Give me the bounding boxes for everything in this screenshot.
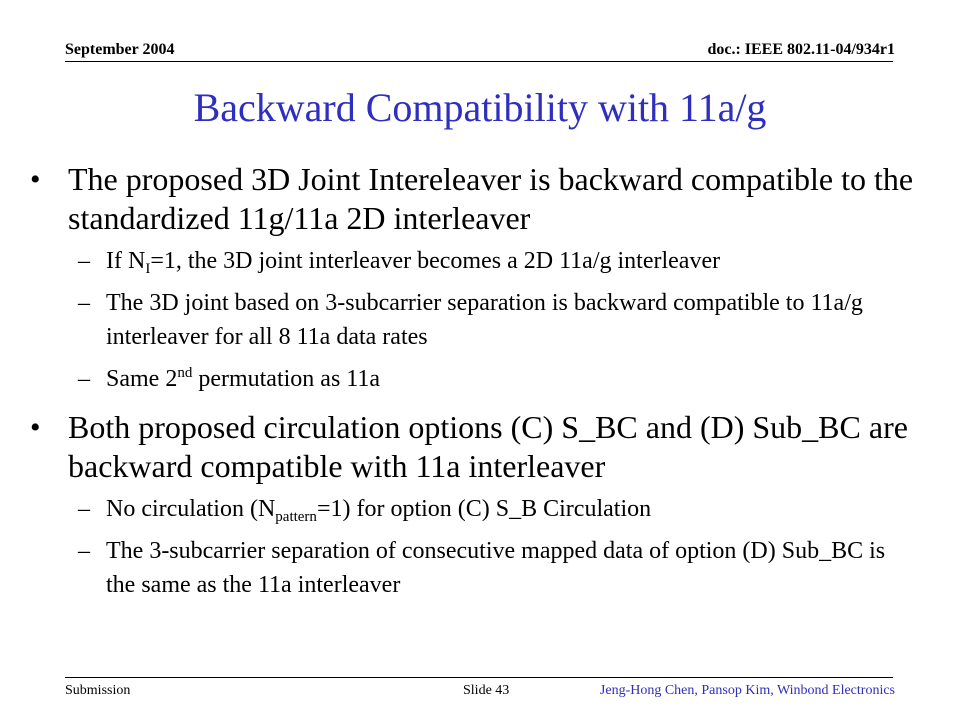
- header-divider: [65, 61, 893, 62]
- sub-bullet-text: Same 2nd permutation as 11a: [106, 365, 381, 392]
- dash-icon: –: [78, 538, 90, 564]
- dash-icon: –: [78, 248, 90, 274]
- header-doc-id: doc.: IEEE 802.11-04/934r1: [707, 41, 895, 58]
- footer-divider: [65, 677, 893, 678]
- slide-body: [30, 160, 930, 602]
- sub-bullet-text: No circulation $(N_{pattern}=1)$ for option (C) S_B Circulation: [106, 496, 652, 525]
- bullet-1-text: The proposed 3D Joint Intereleaver is backward compatible to the standardized 11g/11a 2D interleaver: [68, 161, 914, 236]
- slide-title: Backward Compatibility with 11a/g: [193, 85, 767, 130]
- footer-submission: Submission: [65, 683, 131, 698]
- footer-slide-number: Slide 43: [463, 683, 510, 698]
- bullet-dot-icon: •: [30, 163, 41, 196]
- bullet-1: [30, 160, 930, 238]
- sub-bullet-text: The 3-subcarrier separation of consecutive mapped data of option (D) Sub_BC is the same as the 11a interleaver: [106, 538, 886, 598]
- bullet-dot-icon: •: [30, 411, 41, 444]
- subscript: I: [145, 261, 151, 277]
- dash-icon: –: [78, 366, 90, 392]
- sub-bullet-1-2: [30, 286, 930, 354]
- sub-bullet-text: The 3D joint based on 3-subcarrier separation is backward compatible to 11a/g interleaver for all 8 11a data rates: [106, 290, 863, 350]
- dash-icon: –: [78, 496, 90, 522]
- sub-bullet-1-3: [30, 362, 930, 396]
- sub-bullet-1-1: [30, 244, 930, 278]
- bullet-2-text: Both proposed circulation options (C) S_BC and (D) Sub_BC are backward compatible with 11a interleaver: [68, 409, 908, 484]
- footer-authors: Jeng-Hong Chen, Pansop Kim, Winbond Electronics: [599, 683, 895, 698]
- header-date: September 2004: [65, 41, 175, 58]
- superscript: nd: [177, 365, 193, 381]
- sub-bullet-text: If $N_I=1$, the 3D joint interleaver becomes a 2D 11a/g interleaver: [106, 248, 721, 277]
- bullet-2: [30, 408, 930, 486]
- sub-bullet-2-2: [30, 534, 930, 602]
- sub-bullet-2-1: [30, 492, 930, 526]
- subscript: pattern: [275, 509, 317, 525]
- dash-icon: –: [78, 290, 90, 316]
